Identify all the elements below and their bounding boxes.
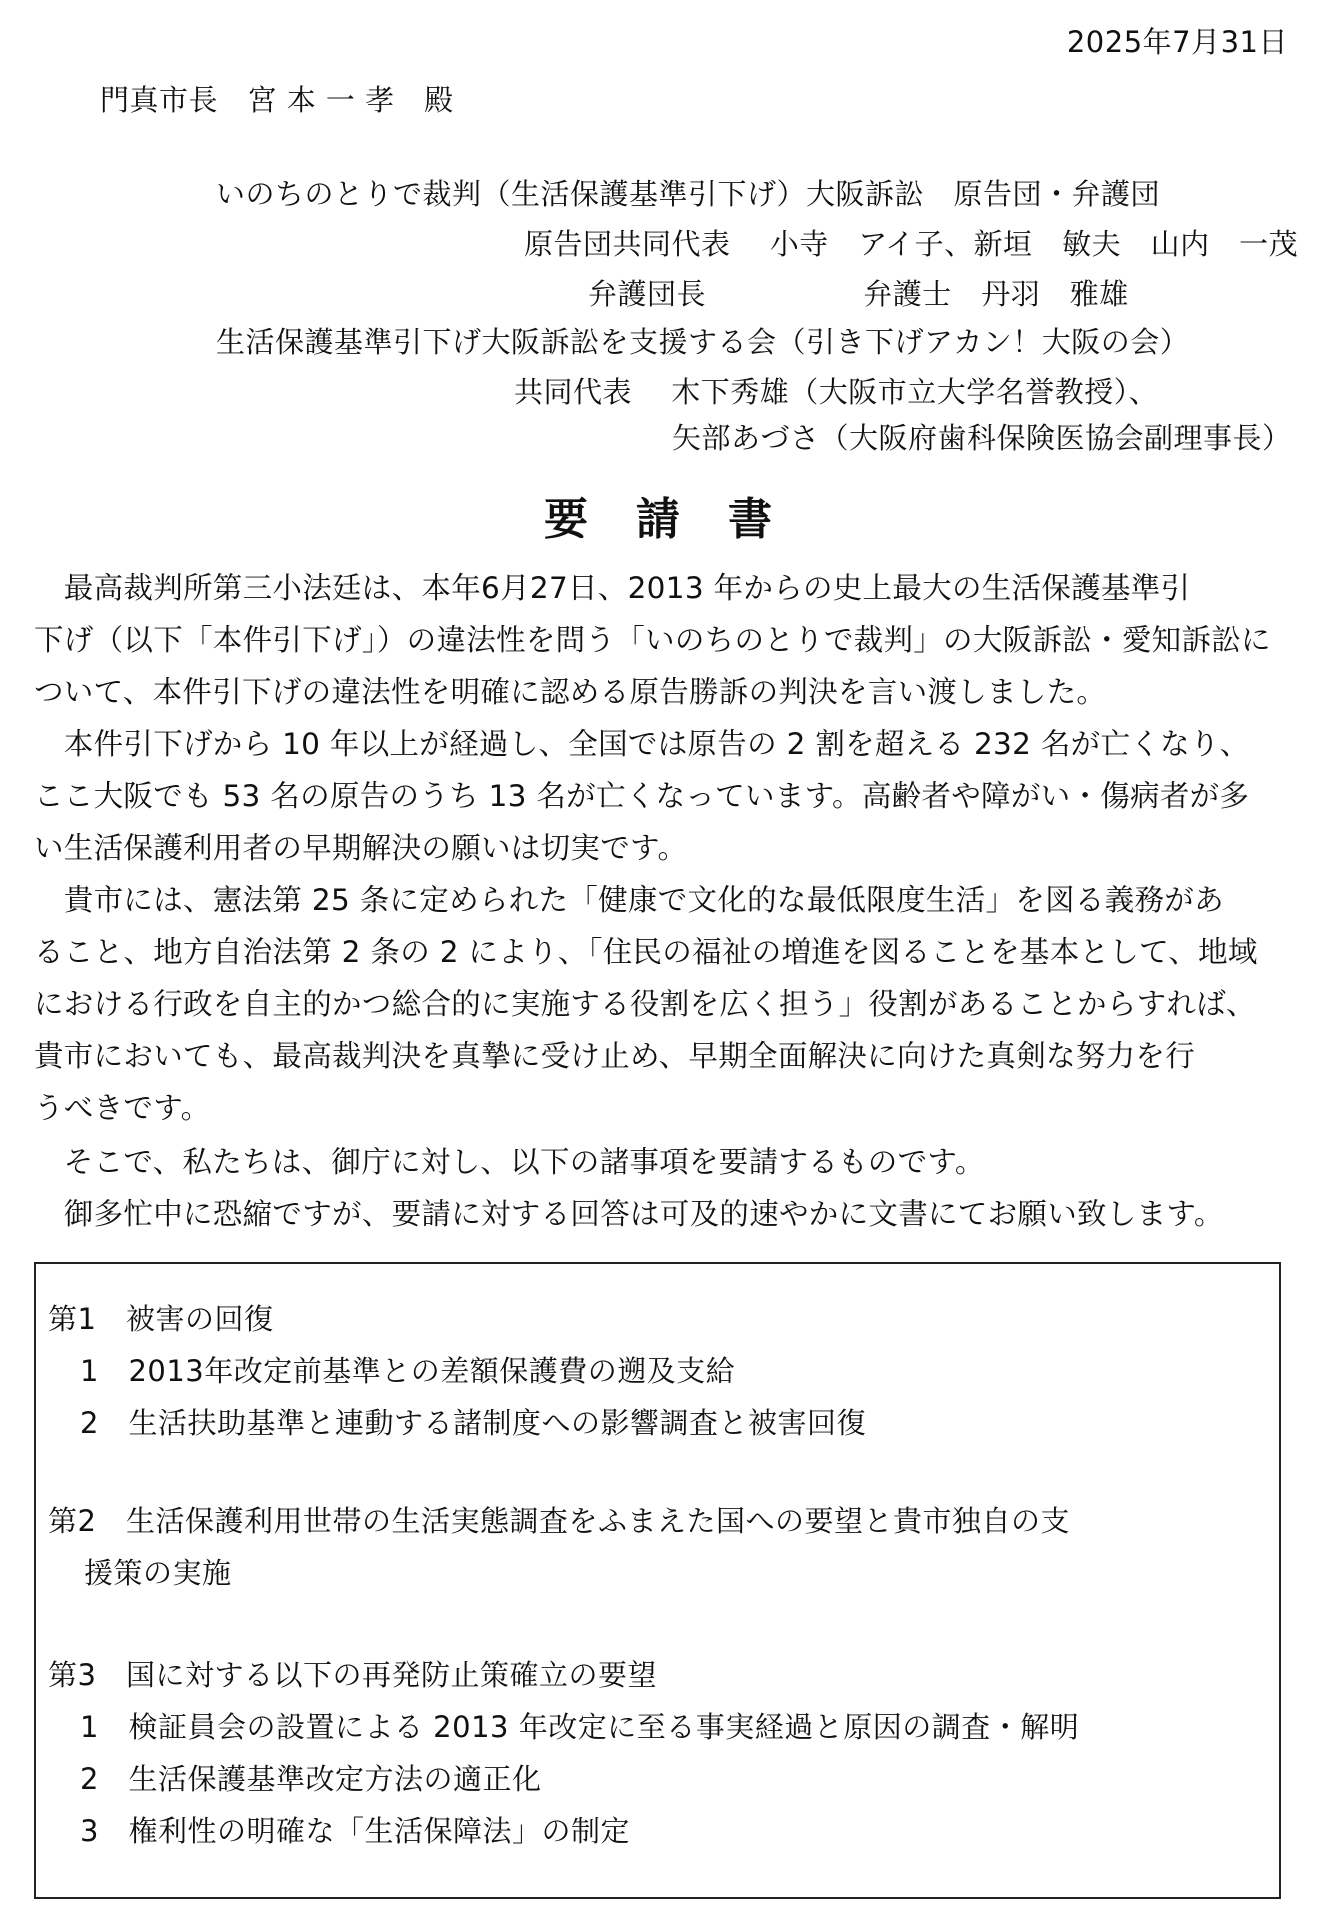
request-sub-item: 2 生活保護基準改定方法の適正化 — [80, 1762, 542, 1796]
body-line: 御多忙中に恐縮ですが、要請に対する回答は可及的速やかに文書にてお願い致します。 — [34, 1197, 1224, 1231]
request-sub-item: 3 権利性の明確な「生活保障法」の制定 — [80, 1814, 630, 1848]
body-line: い生活保護利用者の早期解決の願いは切実です。 — [34, 831, 688, 865]
lawyer-head: 弁護団長 弁護士 丹羽 雅雄 — [588, 277, 1129, 311]
body-line: 貴市には、憲法第 25 条に定められた「健康で文化的な最低限度生活」を図る義務があ — [34, 883, 1224, 917]
body-line: ここ大阪でも 53 名の原告のうち 13 名が亡くなっています。高齢者や障がい・傷病者が多 — [34, 779, 1250, 813]
sender-organization: いのちのとりで裁判（生活保護基準引下げ）大阪訴訟 原告団・弁護団 — [216, 177, 1161, 211]
request-heading-3: 第3 国に対する以下の再発防止策確立の要望 — [48, 1658, 657, 1692]
body-line: ること、地方自治法第 2 条の 2 により、「住民の福祉の増進を図ることを基本として、地域 — [34, 935, 1258, 969]
body-line: そこで、私たちは、御庁に対し、以下の諸事項を要請するものです。 — [34, 1145, 985, 1179]
body-line: ついて、本件引下げの違法性を明確に認める原告勝訴の判決を言い渡しました。 — [34, 675, 1107, 709]
body-line: 下げ（以下「本件引下げ」）の違法性を問う「いのちのとりで裁判」の大阪訴訟・愛知訴訟に — [34, 623, 1271, 657]
body-line: における行政を自主的かつ総合的に実施する役割を広く担う」役割があることからすれば、 — [34, 987, 1256, 1021]
support-group-representative-2: 矢部あづさ（大阪府歯科保険医協会副理事長） — [672, 421, 1292, 455]
request-heading-1: 第1 被害の回復 — [48, 1302, 274, 1336]
request-sub-item: 1 2013年改定前基準との差額保護費の遡及支給 — [80, 1354, 736, 1388]
addressee: 門真市長 宮 本 一 孝 殿 — [100, 83, 454, 117]
support-group: 生活保護基準引下げ大阪訴訟を支援する会（引き下げアカン！大阪の会） — [216, 325, 1190, 359]
request-heading-2: 第2 生活保護利用世帯の生活実態調査をふまえた国への要望と貴市独自の支 — [48, 1504, 1070, 1538]
request-sub-item: 1 検証員会の設置による 2013 年改定に至る事実経過と原因の調査・解明 — [80, 1710, 1080, 1744]
document-title: 要 請 書 — [544, 494, 774, 545]
body-line: うべきです。 — [34, 1091, 211, 1125]
body-line: 本件引下げから 10 年以上が経過し、全国では原告の 2 割を超える 232 名が亡くなり、 — [34, 727, 1250, 761]
plaintiff-representatives: 原告団共同代表 小寺 アイ子、新垣 敏夫 山内 一茂 — [524, 227, 1299, 261]
document-date: 2025年7月31日 — [1066, 25, 1288, 59]
request-heading-2-continuation: 援策の実施 — [84, 1556, 232, 1590]
body-line: 最高裁判所第三小法廷は、本年6月27日、2013 年からの史上最大の生活保護基準引 — [34, 571, 1191, 605]
body-line: 貴市においても、最高裁判決を真摯に受け止め、早期全面解決に向けた真剣な努力を行 — [34, 1039, 1196, 1073]
requests-box — [34, 1262, 1281, 1899]
support-group-representative-1: 共同代表 木下秀雄（大阪市立大学名誉教授）、 — [514, 375, 1159, 409]
request-sub-item: 2 生活扶助基準と連動する諸制度への影響調査と被害回復 — [80, 1406, 866, 1440]
